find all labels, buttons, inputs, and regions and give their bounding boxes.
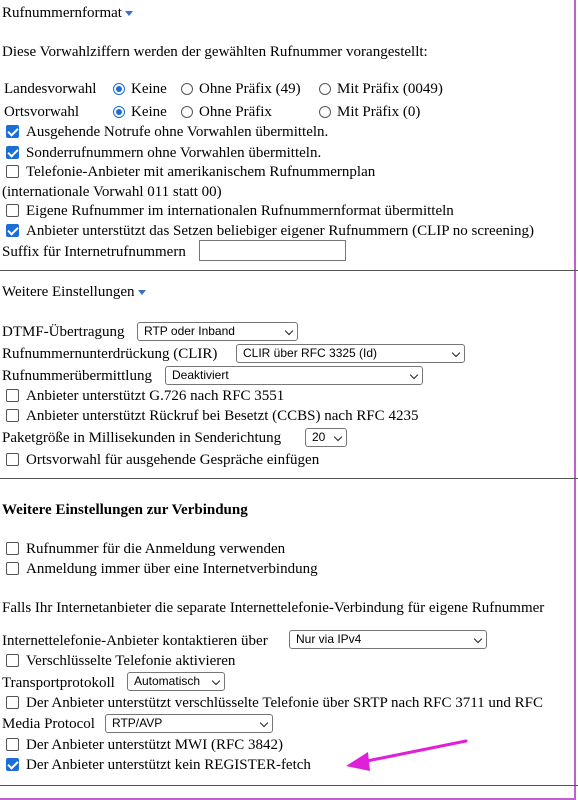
checkbox-amerikanisch[interactable]: Telefonie-Anbieter mit amerikanischem Rufnummernplan: [6, 163, 375, 181]
packet-select[interactable]: 20: [305, 428, 347, 447]
checkbox[interactable]: [6, 204, 19, 217]
divider: [0, 478, 578, 479]
american-note: (internationale Vorwahl 011 statt 00): [2, 184, 222, 200]
checkbox[interactable]: [6, 738, 19, 751]
section-title: Rufnummernformat: [2, 5, 122, 21]
checkbox[interactable]: [6, 696, 19, 709]
ortsvorwahl-label: Ortsvorwahl: [4, 104, 79, 120]
checkbox-rufnummer-anmeldung[interactable]: Rufnummer für die Anmeldung verwenden: [6, 540, 285, 558]
radio-button[interactable]: [113, 106, 125, 118]
landesvorwahl-label: Landesvorwahl: [4, 81, 97, 97]
checkbox-srtp[interactable]: Der Anbieter unterstützt verschlüsselte Telefonie über SRTP nach RFC 3711 und RFC: [6, 694, 543, 712]
suffix-input[interactable]: [199, 240, 346, 261]
divider: [0, 785, 578, 786]
chevron-down-icon: [285, 327, 293, 335]
annotation-arrow-icon: [340, 735, 475, 775]
radio-button[interactable]: [319, 106, 331, 118]
intro-text: Diese Vorwahlziffern werden der gewählten Rufnummer vorangestellt:: [2, 44, 428, 60]
section-header-weitere[interactable]: [2, 283, 146, 301]
radio-orts-mit-praefix[interactable]: Mit Präfix (0): [319, 103, 420, 121]
contact-select[interactable]: Nur via IPv4: [289, 630, 487, 649]
checkbox-notrufe[interactable]: Ausgehende Notrufe ohne Vorwahlen übermitteln.: [6, 123, 328, 141]
contact-label: Internettelefonie-Anbieter kontaktieren über: [2, 633, 268, 649]
checkbox[interactable]: [6, 409, 19, 422]
checkbox-g726[interactable]: Anbieter unterstützt G.726 nach RFC 3551: [6, 387, 284, 405]
radio-landes-keine[interactable]: Keine: [113, 80, 167, 98]
radio-orts-keine[interactable]: Keine: [113, 103, 167, 121]
checkbox-ortsvorwahl-einfuegen[interactable]: Ortsvorwahl für ausgehende Gespräche einfügen: [6, 451, 319, 469]
checkbox[interactable]: [6, 389, 19, 402]
chevron-down-icon: [260, 719, 268, 727]
radio-button[interactable]: [113, 83, 125, 95]
checkbox-anmeldung-internet[interactable]: Anmeldung immer über eine Internetverbindung: [6, 560, 318, 578]
checkbox-register-fetch[interactable]: Der Anbieter unterstützt kein REGISTER-fetch: [6, 756, 311, 774]
section-title: Weitere Einstellungen: [2, 284, 135, 300]
chevron-down-icon[interactable]: [138, 290, 146, 295]
chevron-down-icon[interactable]: [125, 11, 133, 16]
checkbox[interactable]: [6, 224, 19, 237]
clir-label: Rufnummernunterdrückung (CLIR): [2, 346, 218, 362]
checkbox[interactable]: [6, 165, 19, 178]
checkbox[interactable]: [6, 654, 19, 667]
checkbox[interactable]: [6, 542, 19, 555]
radio-button[interactable]: [181, 106, 193, 118]
dtmf-select[interactable]: RTP oder Inband: [137, 322, 298, 341]
media-label: Media Protocol: [2, 716, 95, 732]
checkbox-ccbs[interactable]: Anbieter unterstützt Rückruf bei Besetzt (CCBS) nach RFC 4235: [6, 407, 418, 425]
section-title-verbindung: Weitere Einstellungen zur Verbindung: [2, 502, 248, 518]
checkbox[interactable]: [6, 562, 19, 575]
packet-label: Paketgröße in Millisekunden in Senderichtung: [2, 430, 282, 446]
transport-label: Transportprotokoll: [2, 675, 115, 691]
suffix-label: Suffix für Internetrufnummern: [2, 244, 186, 260]
radio-landes-mit-praefix[interactable]: Mit Präfix (0049): [319, 80, 443, 98]
chevron-down-icon: [212, 677, 220, 685]
dtmf-label: DTMF-Übertragung: [2, 324, 125, 340]
radio-landes-ohne-praefix[interactable]: Ohne Präfix (49): [181, 80, 301, 98]
separate-connection-note: Falls Ihr Internetanbieter die separate Internettelefonie-Verbindung für eigene Rufnummer: [2, 600, 545, 616]
divider: [0, 270, 578, 271]
chevron-down-icon: [334, 433, 342, 441]
checkbox[interactable]: [6, 453, 19, 466]
transport-select[interactable]: Automatisch: [127, 672, 225, 691]
radio-orts-ohne-praefix[interactable]: Ohne Präfix: [181, 103, 272, 121]
checkbox[interactable]: [6, 758, 19, 771]
section-header-rufnummernformat[interactable]: [2, 4, 133, 22]
checkbox[interactable]: [6, 125, 19, 138]
clir-select[interactable]: CLIR über RFC 3325 (Id): [236, 344, 465, 363]
checkbox-verschluesselt[interactable]: Verschlüsselte Telefonie aktivieren: [6, 652, 235, 670]
checkbox-sonderrufnummern[interactable]: Sonderrufnummern ohne Vorwahlen übermitteln.: [6, 144, 321, 162]
chevron-down-icon: [474, 635, 482, 643]
media-select[interactable]: RTP/AVP: [105, 714, 273, 733]
clip-label: Rufnummerübermittlung: [2, 368, 152, 384]
checkbox[interactable]: [6, 146, 19, 159]
chevron-down-icon: [410, 371, 418, 379]
radio-button[interactable]: [319, 83, 331, 95]
checkbox-international[interactable]: Eigene Rufnummer im internationalen Rufnummernformat übermitteln: [6, 202, 454, 220]
chevron-down-icon: [452, 349, 460, 357]
clip-select[interactable]: Deaktiviert: [165, 366, 423, 385]
radio-button[interactable]: [181, 83, 193, 95]
checkbox-mwi[interactable]: Der Anbieter unterstützt MWI (RFC 3842): [6, 736, 283, 754]
checkbox-clip-no-screening[interactable]: Anbieter unterstützt das Setzen beliebiger eigener Rufnummern (CLIP no screening): [6, 222, 534, 240]
